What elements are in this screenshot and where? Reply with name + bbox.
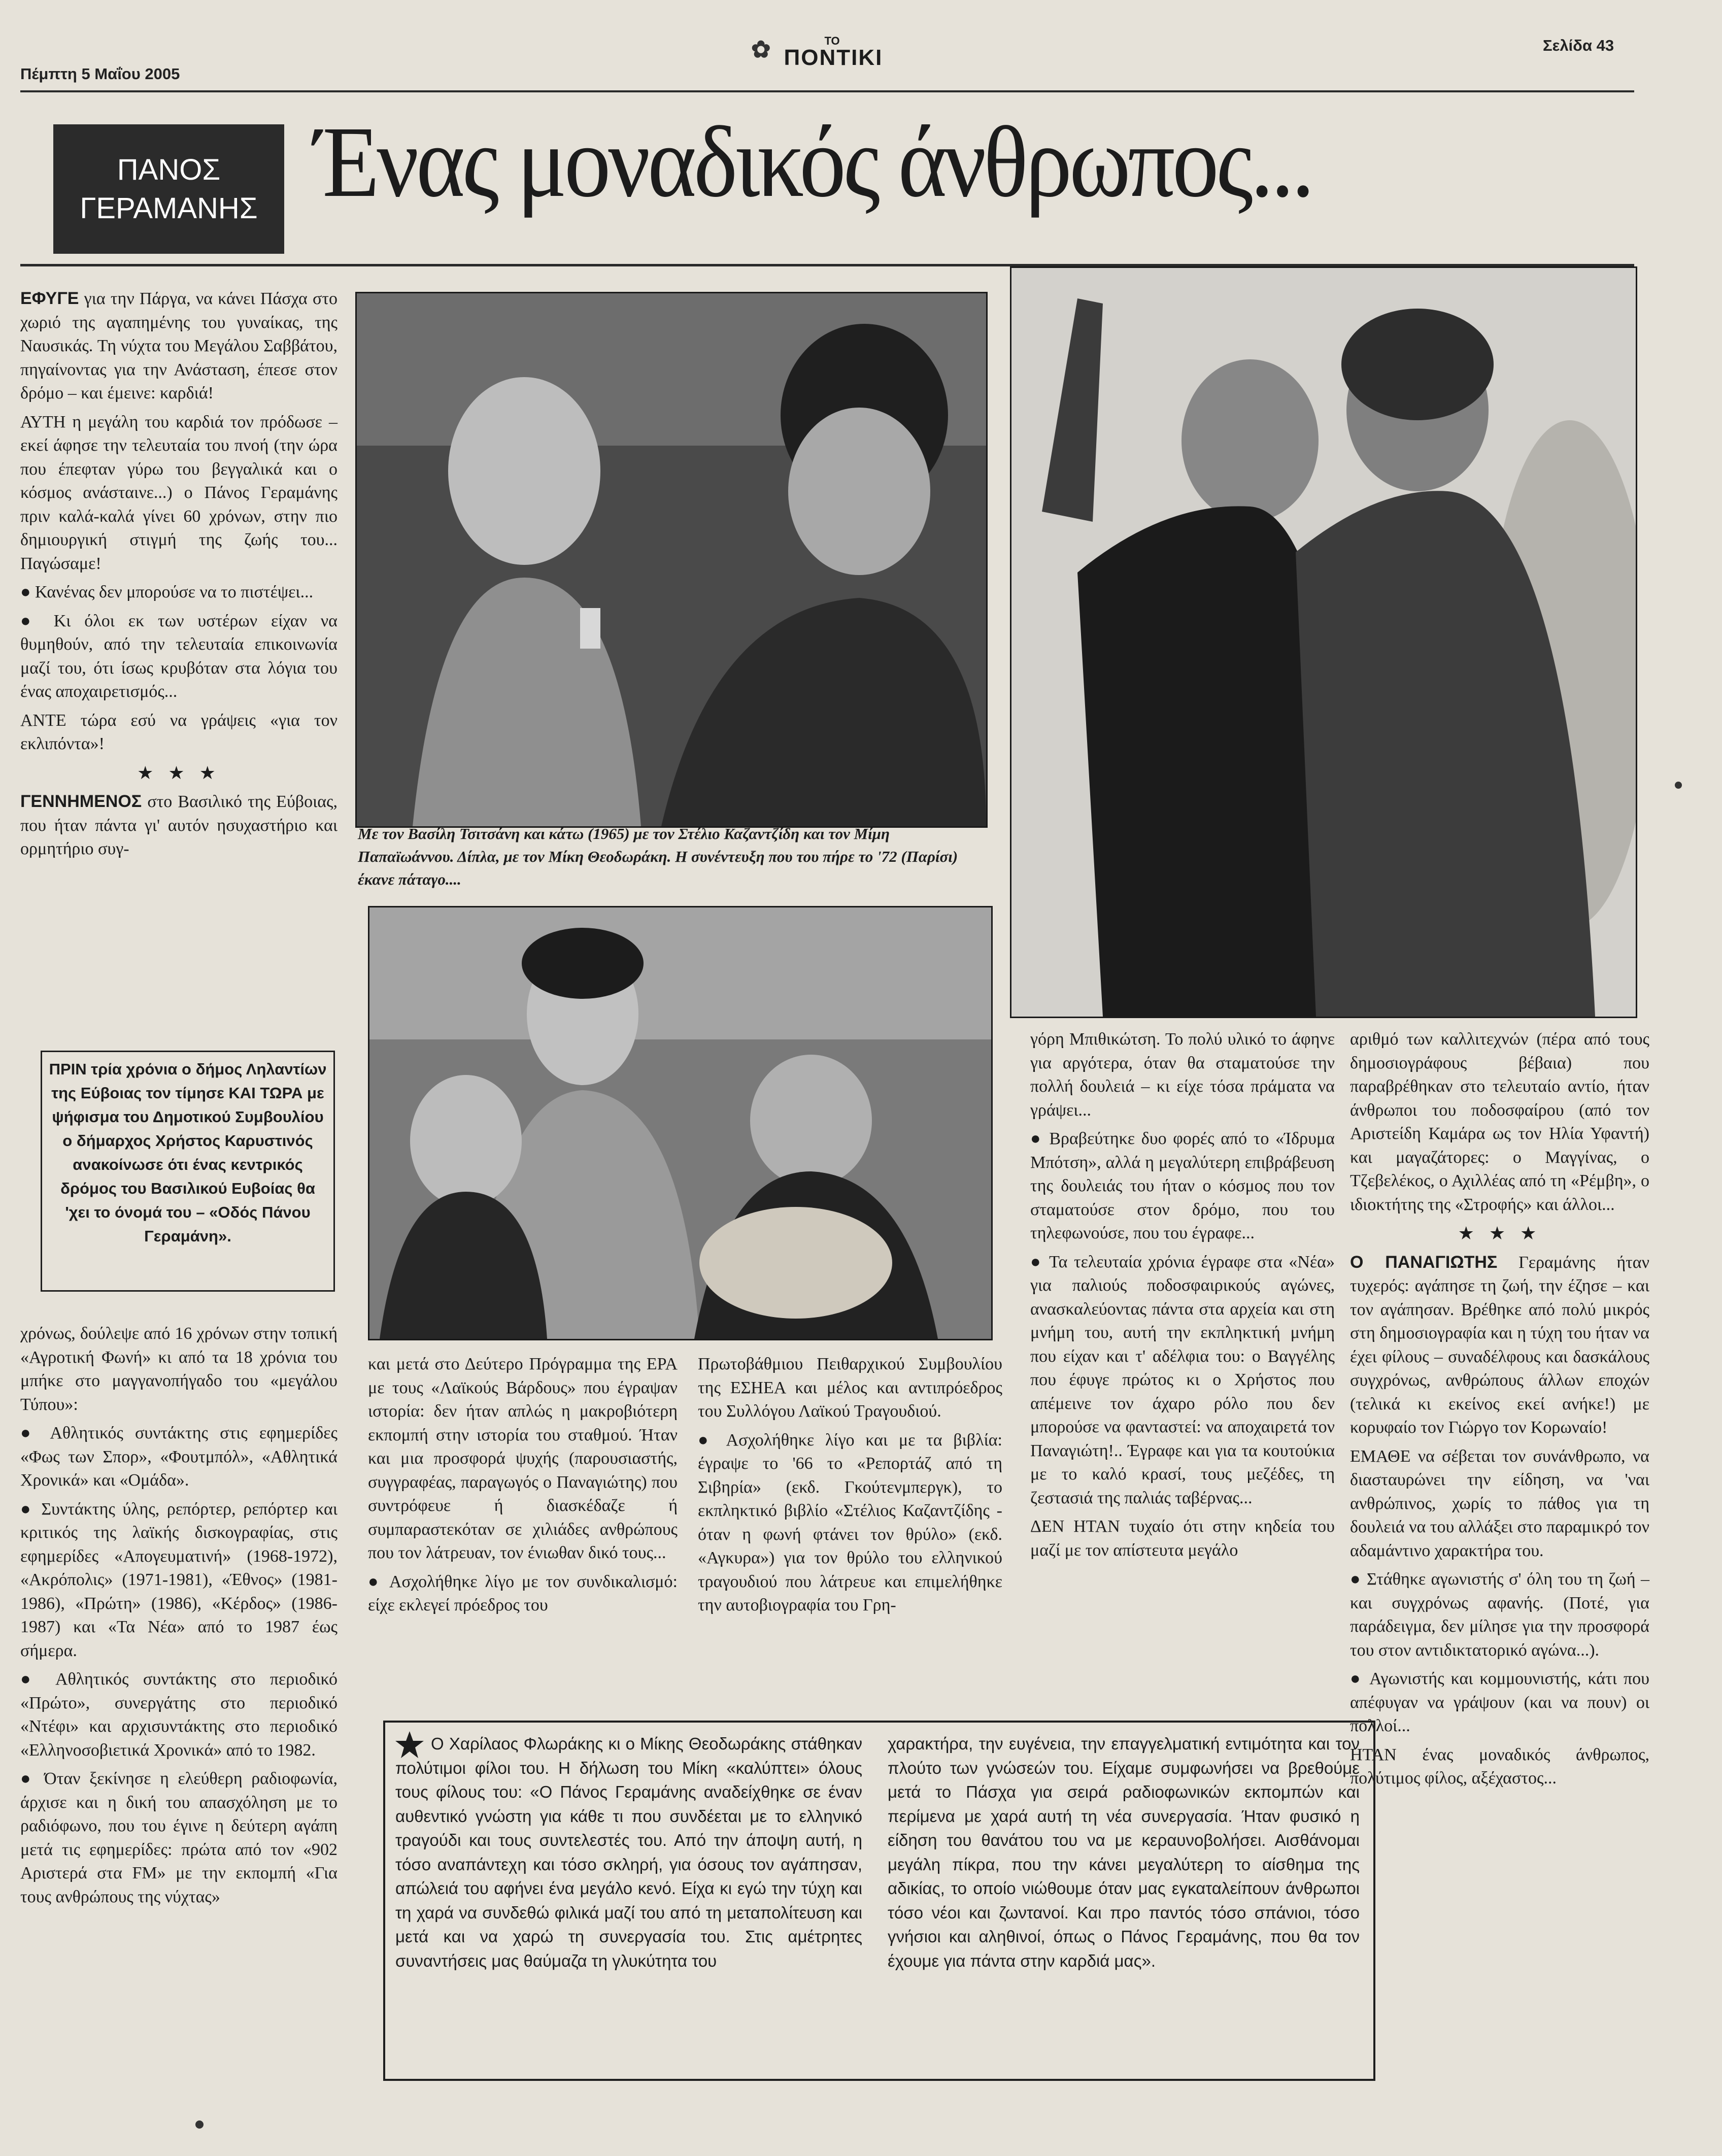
paragraph: για την Πάργα, να κάνει Πάσχα στο χωριό της αγαπημένης του γυναίκας, της Ναυσικάς. Τη νύχτα του Μεγάλου Σαββάτου, πηγαίνοντας για την Ανάσταση, έπεσε στον δρόμο – και έμεινε: καρδιά! [20, 289, 337, 402]
paragraph: ΔΕΝ ΗΤΑΝ τυχαίο ότι στην κηδεία του μαζί με τον απίστευτα μεγάλο [1030, 1517, 1335, 1560]
bullet-paragraph: ● Κανένας δεν μπορούσε να το πιστέψει... [20, 581, 337, 604]
paragraph: Πρωτοβάθμιου Πειθαρχικού Συμβουλίου της ΕΣΗΕΑ και μέλος και αντιπρόεδρος του Συλλόγου Λαϊκού Τραγουδιού. [698, 1355, 1002, 1421]
quote-left-column: Ο Χαρίλαος Φλωράκης κι ο Μίκης Θεοδωράκης στάθηκαν πολύτιμοι φίλοι του. Η δήλωση του Μίκη «καλύπτει» όλους τους φίλους του: «Ο Πάνος Γεραμάνης αναδείχθηκε σε έναν αυθεντικό γνώστη για κάθε τι που συνδέεται με το ελληνικό τραγούδι και τους συντελεστές του. Από την άποψη αυτή, η τόσο αναπάντεχη και τόσο σκληρή, για όσους τον αγάπησαν, απώλειά του αφήνει ένα μεγάλο κενό. Είχα κι εγώ την τύχη και τη χαρά να συνδεθώ φιλικά μαζί του από τη μεταπολίτευση και μετά και να χαρώ τη συνεργασία του. Στις αμέτρητες συναντήσεις μας θαύμαζα τη γλυκύτητα του [395, 1734, 862, 1970]
bullet-paragraph: ● Τα τελευταία χρόνια έγραφε στα «Νέα» για παλιούς ποδοσφαιρικούς αγώνες, ανασκαλεύοντας πάντα στα αρχεία και στη μνήμη του, αυτή την εκπληκτική μνήμη που είχαν και τ' αδέλφια του: ο Βαγγέλης που έφυγε πρώτος κι ο Χρήστος που απέμεινε τον άχαρο ρόλο που δεν μπορούσε να φανταστεί: να αποχαιρετά τον Παναγιώτη!.. Έγραφε και για τα κουτούκια με το καλό κρασί, τους μεζέδες, τη ζεστασιά της παλιάς ταβέρνας... [1030, 1251, 1335, 1510]
column-1 [20, 287, 337, 866]
scan-speck [1675, 782, 1682, 789]
bullet-paragraph: ● Αθλητικός συντάκτης στο περιοδικό «Πρώτο», συνεργάτης στο περιοδικό «Ντέφι» και αρχισυντάκτης στο περιοδικό «Ελληνοσοβιετικά Χρονικά» από το 1982. [20, 1668, 337, 1762]
scan-speck [195, 2120, 204, 2129]
column-2 [368, 1353, 678, 1623]
paragraph: ΑΝΤΕ τώρα εσύ να γράψεις «για τον εκλιπόντα»! [20, 711, 337, 753]
column-5 [1350, 1028, 1649, 1796]
paragraph: Γεραμάνης ήταν τυχερός: αγάπησε τη ζωή, την έζησε – και τον αγάπησαν. Βρέθηκε από πολύ μικρός στη δημοσιογραφία και η τύχη του ήταν να έχει φίλους – συναδέλφους και δασκάλους συγχρόνως, ανθρώπους άλλων εποχών (τελικά κι εκείνος εκεί ανήκε!) με κορυφαίο τον Γιώργο τον Κορωναίο! [1350, 1253, 1649, 1437]
section-separator: ★ ★ ★ [137, 762, 221, 783]
masthead [751, 36, 883, 69]
paragraph: ΕΜΑΘΕ να σέβεται τον συνάνθρωπο, να διασταυρώνει την είδηση, να 'ναι ανθρώπινος, χωρίς το πάθος για τη δουλειά να του αλλάξει στο παραμικρό τον αδαμάντινο χαρακτήρα του. [1350, 1446, 1649, 1560]
photo-kazantzidis [368, 906, 993, 1340]
lead-word: ΓΕΝΝΗΜΕΝΟΣ [20, 792, 142, 811]
name-line-2: ΓΕΡΑΜΑΝΗΣ [80, 191, 258, 225]
photo-tsitsanis [355, 292, 988, 828]
paragraph: ΗΤΑΝ ένας μοναδικός άνθρωπος, πολύτιμος φίλος, αξέχαστος... [1350, 1745, 1649, 1788]
lead-word: ΕΦΥΓΕ [20, 289, 79, 308]
column-4 [1030, 1028, 1335, 1567]
paragraph: ΑΥΤΗ η μεγάλη του καρδιά τον πρόδωσε – εκεί άφησε την τελευταία του πνοή (την ώρα που έπεφταν γύρω του βεγγαλικά και ο κόσμος ανάσταινε...) ο Πάνος Γεραμάνης πριν καλά-καλά γίνει 60 χρόνων, στην πιο δημιουργική στιγμή της ζωής του... Παγώσαμε! [20, 412, 337, 573]
author-name-box [53, 124, 284, 254]
page-number: Σελίδα 43 [1543, 37, 1614, 54]
bullet-paragraph: ● Ασχολήθηκε λίγο και με τα βιβλία: έγραψε το '66 το «Ρεπορτάζ από τη Σιβηρία» (εκδ. Γκούτενμπεργκ), το εκπληκτικό βιβλίο «Στέλιος Καζαντζίδης - όταν η φωνή φτάνει τον θρύλο» (εκδ. «Αγκυρα») για τον θρύλο του ελληνικού τραγουδιού που λάτρευε και επιμελήθηκε την αυτοβιογραφία του Γρη- [698, 1429, 1002, 1618]
headline: Ένας μοναδικός άνθρωπος... [315, 106, 1312, 218]
section-separator: ★ ★ ★ [1458, 1223, 1542, 1243]
bullet-paragraph: ● Αγωνιστής και κομμουνιστής, κάτι που απέφυγαν να γράψουν (και να πουν) οι πολλοί... [1350, 1667, 1649, 1738]
photo-caption: Με τον Βασίλη Τσιτσάνη και κάτω (1965) με τον Στέλιο Καζαντζίδη και τον Μίμη Παπαϊωάννου. Δίπλα, με τον Μίκη Θεοδωράκη. Η συνέντευξη που του πήρε το '72 (Παρίσι) έκανε πάταγο.... [358, 825, 958, 888]
bullet-paragraph: ● Βραβεύτηκε δυο φορές από το «Ίδρυμα Μπότση», αλλά η μεγαλύτερη επιβράβευση της δουλειάς του ήταν ο κόσμος που τον σταματούσε στον δρόμο, που του τηλεφωνούσε, που του έγραφε... [1030, 1127, 1335, 1245]
masthead-title: ΠΟΝΤΙΚΙ [784, 45, 883, 70]
masthead-small: ΤΟ [824, 35, 840, 47]
column-3 [698, 1353, 1002, 1623]
bullet-paragraph: ● Ασχολήθηκε λίγο με τον συνδικαλισμό: είχε εκλεγεί πρόεδρος του [368, 1570, 678, 1618]
bullet-paragraph: ● Στάθηκε αγωνιστής σ' όλη του τη ζωή – και συγχρόνως αφανής. (Ποτέ, για παράδειγμα, δεν μίλησε για την προσφορά του στον αντιδικτατορικό αγώνα...). [1350, 1568, 1649, 1662]
column-1-continued [20, 1322, 337, 1914]
mouse-logo-icon: ✿ [751, 36, 771, 62]
bullet-paragraph: ● Κι όλοι εκ των υστέρων είχαν να θυμηθούν, από την τελευταία επικοινωνία μαζί του, ότι ίσως κρυβόταν στα λόγια του ένας αποχαιρετισμός... [20, 610, 337, 704]
paragraph: γόρη Μπιθικώτση. Το πολύ υλικό το άφηνε για αργότερα, όταν θα σταματούσε την πολλή δουλειά – κι είχε τόσα πράματα να γράψει... [1030, 1030, 1335, 1120]
paragraph: αριθμό των καλλιτεχνών (πέρα από τους δημοσιογράφους βέβαια) που παραβρέθηκαν στο τελευταίο αντίο, ήταν άνθρωποι του ποδοσφαίρου (από τον Αριστείδη Καμάρα ως τον Ηλία Υφαντή) και μαγαζάτορες: ο Μαγγίνας, ο Τζεβελέκος, ο Αχιλλέας από τη «Ρέμβη», ο ιδιοκτήτης της «Στροφής» και άλλοι... [1350, 1030, 1649, 1214]
quote-right-column: χαρακτήρα, την ευγένεια, την επαγγελματική εντιμότητα και τον πλούτο των γνώσεών του. Είχαμε συμφωνήσει να βρεθούμε μετά το Πάσχα για σειρά ραδιοφωνικών εκπομπών και περίμενα με χαρά αυτή τη νέα συνεργασία. Ήταν φυσικό η είδηση του θανάτου του να με κεραυνοβολήσει. Αισθάνομαι μεγάλη πίκρα, που την κάνει μεγαλύτερη το αίσθημα της αδικίας, το οποίο νιώθουμε όταν μας εγκαταλείπουν άνθρωποι τόσο νέοι και ζωντανοί. Και προ παντός τόσο σπάνιοι, τόσο γνήσιοι και αληθινοί, όπως ο Πάνος Γεραμάνης, που θα τον έχουμε για πάντα στην καρδιά μας». [888, 1734, 1360, 1970]
header-rule [20, 90, 1634, 92]
paragraph: και μετά στο Δεύτερο Πρόγραμμα της ΕΡΑ με τους «Λαϊκούς Βάρδους» που έγραψαν ιστορία: δεν ήταν απλώς η μακροβιότερη εκπομπή στην ιστορία του σταθμού. Ήταν και μια προσφορά ψυχής (παρουσιαστής, συγγραφέας, παραγωγός ο Παναγιώτης) που συντρόφευε ή διασκέδαζε ή συμπαραστεκόταν σε χιλιάδες ανθρώπους που τον λάτρευαν, τον ένιωθαν δικό τους... [368, 1355, 678, 1562]
paragraph: στο Βασιλικό της Εύβοιας, που ήταν πάντα γι' αυτόν ησυχαστήριο και ορμητήριο συγ- [20, 792, 337, 858]
paragraph: χρόνως, δούλεψε από 16 χρόνων στην τοπική «Αγροτική Φωνή» κι από τα 18 χρόνια του μπήκε στο μαγγανοπήγαδο του «μεγάλου Τύπου»: [20, 1324, 337, 1414]
bullet-paragraph: ● Συντάκτης ύλης, ρεπόρτερ, ρεπόρτερ και κριτικός της λαϊκής δισκογραφίας, στις εφημερίδες «Απογευματινή» (1968-1972), «Ακρόπολις» (1971-1981), «Έθνος» (1981-1986), «Πρώτη» (1986), «Κέρδος» (1986-1987) και «Τα Νέα» από το 1987 έως σήμερα. [20, 1498, 337, 1663]
bullet-paragraph: ● Όταν ξεκίνησε η ελεύθερη ραδιοφωνία, άρχισε και η δική του απασχόληση με το ραδιόφωνο, που του έγινε η δεύτερη αγάπη μετά τις εφημερίδες: πρώτα από τον «902 Αριστερά στα FM» με την εκπομπή «Για τους ανθρώπους της νύχτας» [20, 1767, 337, 1909]
bullet-paragraph: ● Αθλητικός συντάκτης στις εφημερίδες «Φως των Σπορ», «Φουτμπόλ», «Αθλητικά Χρονικά» και «Ομάδα». [20, 1422, 337, 1493]
municipal-decision-box: ΠΡΙΝ τρία χρόνια ο δήμος Ληλαντίων της Εύβοιας τον τίμησε ΚΑΙ ΤΩΡΑ με ψήφισμα του Δημοτικού Συμβουλίου ο δήμαρχος Χρήστος Καρυστινός ανακοίνωσε ότι ένας κεντρικός δρόμος του Βασιλικού Ευβοίας θα 'χει το όνομά του – «Οδός Πάνου Γεραμάνη». [41, 1051, 335, 1292]
photo-theodorakis [1010, 266, 1637, 1018]
theodorakis-quote-box [383, 1721, 1375, 2081]
name-line-1: ΠΑΝΟΣ [117, 153, 221, 186]
lead-word: Ο ΠΑΝΑΓΙΩΤΗΣ [1350, 1252, 1498, 1272]
issue-date: Πέμπτη 5 Μαΐου 2005 [20, 65, 180, 83]
